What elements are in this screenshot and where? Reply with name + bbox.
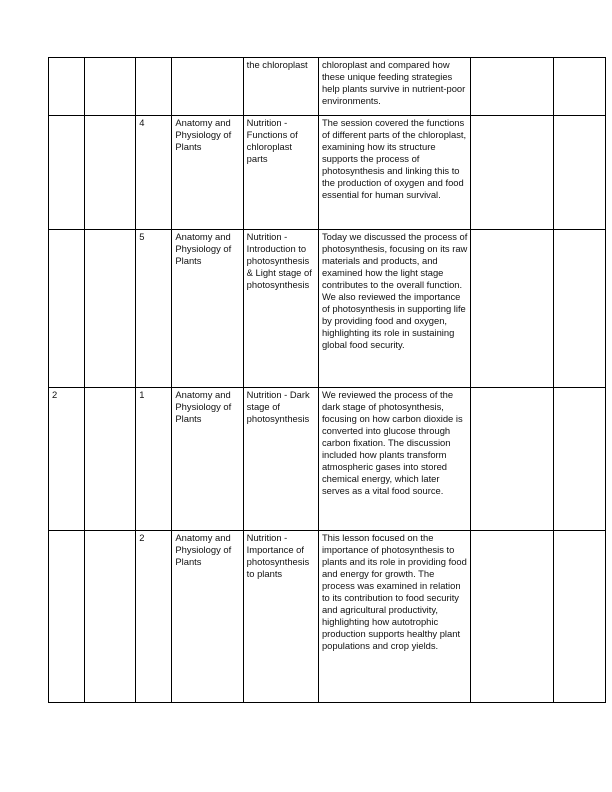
- blank-cell: [553, 531, 605, 703]
- week-cell: [49, 230, 85, 388]
- week-cell: 2: [49, 388, 85, 531]
- blank-cell: [471, 531, 553, 703]
- blank-cell: [471, 58, 553, 116]
- strand-cell: Anatomy and Physiology of Plants: [172, 531, 243, 703]
- sub-strand-cell: Nutrition - Introduction to photosynthesis & Light stage of photosynthesis: [243, 230, 318, 388]
- reflection-cell: We reviewed the process of the dark stage of photosynthesis, focusing on how carbon dioxide is converted into glucose through carbon fixation. The discussion included how plants transform atmospheric gases into stored chemical energy, which later serves as a vital food source.: [318, 388, 471, 531]
- blank-cell: [85, 230, 136, 388]
- table-row: [49, 58, 606, 116]
- sub-strand-cell: Nutrition - Importance of photosynthesis to plants: [243, 531, 318, 703]
- strand-cell: Anatomy and Physiology of Plants: [172, 388, 243, 531]
- week-cell: [49, 58, 85, 116]
- lesson-cell: 5: [136, 230, 172, 388]
- blank-cell: [85, 116, 136, 230]
- blank-cell: [85, 531, 136, 703]
- blank-cell: [471, 388, 553, 531]
- table-row: [49, 531, 606, 703]
- blank-cell: [85, 388, 136, 531]
- blank-cell: [553, 116, 605, 230]
- lesson-cell: 2: [136, 531, 172, 703]
- blank-cell: [553, 58, 605, 116]
- week-cell: [49, 531, 85, 703]
- reflection-cell: Today we discussed the process of photosynthesis, focusing on its raw materials and products, and examined how the light stage contributes to the overall function. We also reviewed the importance of photosynthesis in supporting life by providing food and oxygen, highlighting its role in sustaining global food security.: [318, 230, 471, 388]
- lesson-cell: 4: [136, 116, 172, 230]
- week-cell: [49, 116, 85, 230]
- blank-cell: [85, 58, 136, 116]
- sub-strand-cell: the chloroplast: [243, 58, 318, 116]
- blank-cell: [553, 388, 605, 531]
- strand-cell: [172, 58, 243, 116]
- lesson-cell: [136, 58, 172, 116]
- table-row: [49, 388, 606, 531]
- strand-cell: Anatomy and Physiology of Plants: [172, 230, 243, 388]
- blank-cell: [553, 230, 605, 388]
- lesson-log-table: [48, 57, 606, 703]
- sub-strand-cell: Nutrition - Dark stage of photosynthesis: [243, 388, 318, 531]
- reflection-cell: The session covered the functions of different parts of the chloroplast, examining how its structure supports the process of photosynthesis and linking this to the production of oxygen and food essential for human survival.: [318, 116, 471, 230]
- lesson-cell: 1: [136, 388, 172, 531]
- reflection-cell: This lesson focused on the importance of photosynthesis to plants and its role in providing food and energy for growth. The process was examined in relation to its contribution to food security and agricultural productivity, highlighting how autotrophic production supports healthy plant populations and crop yields.: [318, 531, 471, 703]
- table-row: [49, 230, 606, 388]
- blank-cell: [471, 116, 553, 230]
- blank-cell: [471, 230, 553, 388]
- table-row: [49, 116, 606, 230]
- reflection-cell: chloroplast and compared how these unique feeding strategies help plants survive in nutrient-poor environments.: [318, 58, 471, 116]
- strand-cell: Anatomy and Physiology of Plants: [172, 116, 243, 230]
- sub-strand-cell: Nutrition - Functions of chloroplast parts: [243, 116, 318, 230]
